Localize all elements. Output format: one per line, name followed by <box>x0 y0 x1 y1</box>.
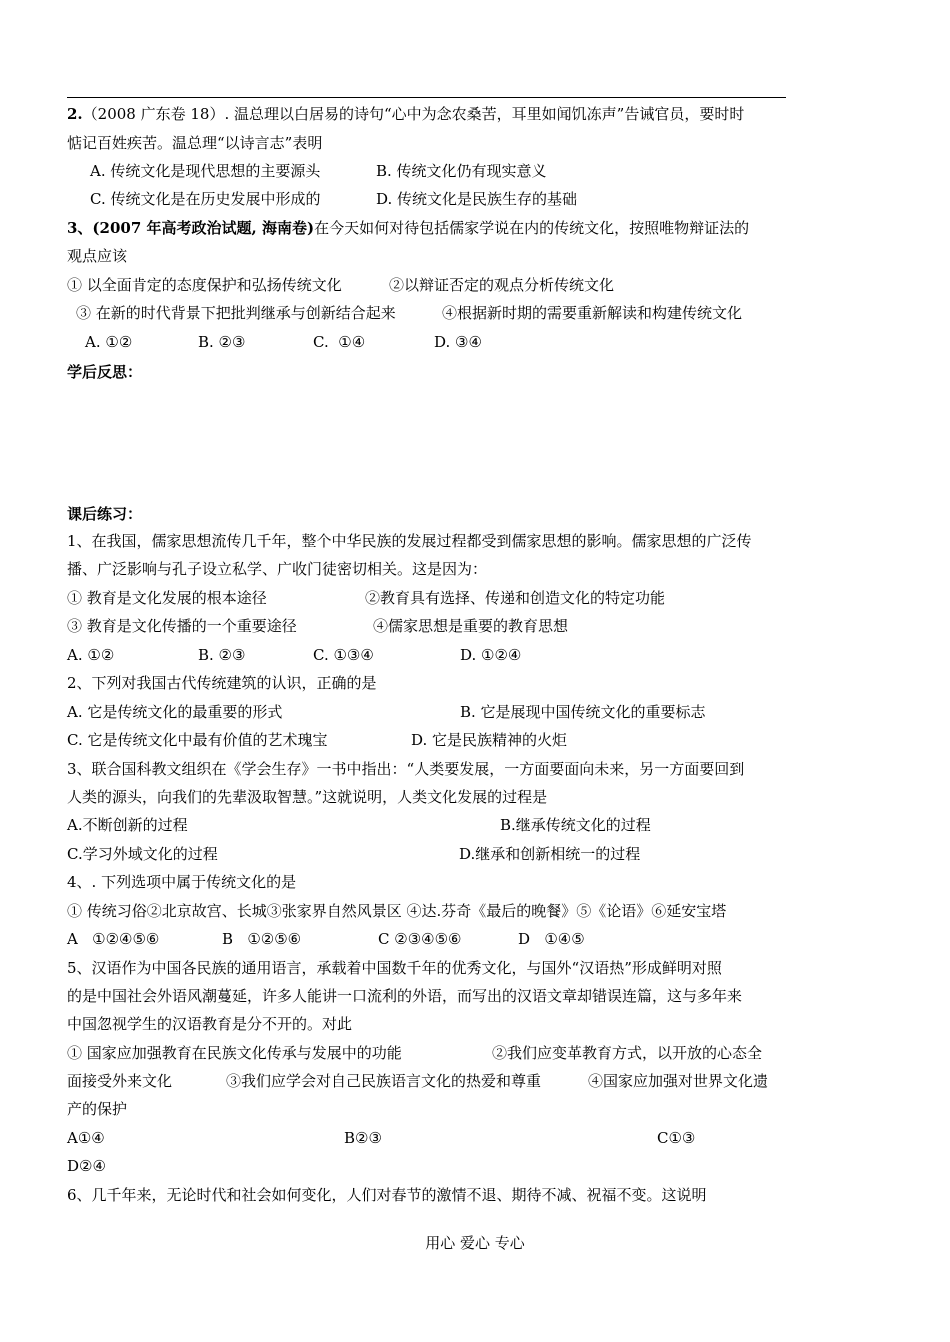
p3-stem-2: 人类的源头，向我们的先辈汲取智慧。”这就说明，人类文化发展的过程是 <box>67 788 548 806</box>
p6-stem: 6、几千年来，无论时代和社会如何变化，人们对春节的激情不退、期待不减、祝福不变。这说明 <box>67 1186 707 1204</box>
p1-option-b: B. ②③ <box>198 646 246 664</box>
q3-option-d: D. ③④ <box>434 333 482 351</box>
p2-option-a: A. 它是传统文化的最重要的形式 <box>67 703 283 721</box>
p4-option-b: B ①②⑤⑥ <box>222 930 302 948</box>
p4-stem: 4、. 下列选项中属于传统文化的是 <box>67 873 297 891</box>
p3-stem-1: 3、联合国科教文组织在《学会生存》一书中指出：“人类要发展，一方面要面向未来，另一方面要回到 <box>67 760 745 778</box>
q2-stem-2: 惦记百姓疾苦。温总理“以诗言志”表明 <box>67 134 323 152</box>
p4-option-c: C ②③④⑤⑥ <box>378 930 462 948</box>
p1-statement-3: ③ 教育是文化传播的一个重要途径 <box>67 617 297 635</box>
p2-option-d: D. 它是民族精神的火炬 <box>411 731 568 749</box>
q3-statement-1: ① 以全面肯定的态度保护和弘扬传统文化 <box>67 276 342 294</box>
p5-stem-3: 中国忽视学生的汉语教育是分不开的。对此 <box>67 1015 353 1033</box>
p5-statement-2: ②我们应变革教育方式，以开放的心态全 <box>492 1044 763 1062</box>
p1-statement-4: ④儒家思想是重要的教育思想 <box>373 617 569 635</box>
p5-statement-4: ④国家应加强对世界文化遗 <box>588 1072 769 1090</box>
q3-statement-3: ③ 在新的时代背景下把批判继承与创新结合起来 <box>76 304 396 322</box>
q3-statement-2: ②以辩证否定的观点分析传统文化 <box>389 276 615 294</box>
q2-option-a: A. 传统文化是现代思想的主要源头 <box>90 162 321 180</box>
p4-statements: ① 传统习俗②北京故宫、长城③张家界自然风景区 ④达.芬奇《最后的晚餐》⑤《论语》⑥延安宝塔 <box>67 902 727 920</box>
page-footer: 用心 爱心 专心 <box>425 1234 525 1252</box>
p5-option-a: A①④ <box>67 1129 105 1147</box>
header-rule <box>67 97 786 98</box>
q3-statement-4: ④根据新时期的需要重新解读和构建传统文化 <box>442 304 743 322</box>
q3-source: 3、(2007 年高考政治试题, 海南卷) <box>67 219 315 237</box>
p3-option-d: D.继承和创新相统一的过程 <box>459 845 641 863</box>
p5-stem-1: 5、汉语作为中国各民族的通用语言，承载着中国数千年的优秀文化，与国外“汉语热”形成鲜明对照 <box>67 959 722 977</box>
p1-stem-2: 播、广泛影响与孔子设立私学、广收门徒密切相关。这是因为： <box>67 560 488 578</box>
p5-option-d: D②④ <box>67 1157 106 1175</box>
p4-option-d: D ①④⑤ <box>518 930 585 948</box>
q3-option-c: C. ①④ <box>313 333 366 351</box>
q3-stem-1: 在今天如何对待包括儒家学说在内的传统文化，按照唯物辩证法的 <box>314 219 750 237</box>
p1-option-a: A. ①② <box>67 646 115 664</box>
p2-stem: 2、下列对我国古代传统建筑的认识，正确的是 <box>67 674 377 692</box>
q2-option-d: D. 传统文化是民族生存的基础 <box>376 190 578 208</box>
q2-option-b: B. 传统文化仍有现实意义 <box>376 162 547 180</box>
p2-option-c: C. 它是传统文化中最有价值的艺术瑰宝 <box>67 731 328 749</box>
q3-stem-2: 观点应该 <box>67 247 128 265</box>
p2-option-b: B. 它是展现中国传统文化的重要标志 <box>460 703 706 721</box>
p3-option-a: A.不断创新的过程 <box>67 816 188 834</box>
p5-option-c: C①③ <box>657 1129 696 1147</box>
p1-option-c: C. ①③④ <box>313 646 374 664</box>
q2-line-1 <box>67 104 744 124</box>
q2-option-c: C. 传统文化是在历史发展中形成的 <box>90 190 321 208</box>
p1-option-d: D. ①②④ <box>460 646 522 664</box>
q3-option-b: B. ②③ <box>198 333 246 351</box>
p5-option-b: B②③ <box>344 1129 382 1147</box>
p5-stem-2: 的是中国社会外语风潮蔓延，许多人能讲一口流利的外语，而写出的汉语文章却错误连篇，这与多年来 <box>67 987 743 1005</box>
q3-line-1 <box>67 218 749 238</box>
q3-option-a: A. ①② <box>85 333 133 351</box>
p1-stem-1: 1、在我国，儒家思想流传几千年，整个中华民族的发展过程都受到儒家思想的影响。儒家思想的广泛传 <box>67 532 752 550</box>
p5-statement-4-cont: 产的保护 <box>67 1100 128 1118</box>
q2-number: 2. <box>67 105 83 123</box>
p1-statement-2: ②教育具有选择、传递和创造文化的特定功能 <box>365 589 666 607</box>
p3-option-c: C.学习外域文化的过程 <box>67 845 218 863</box>
q2-stem-1: （2008 广东卷 18）. 温总理以白居易的诗句“心中为念农桑苦，耳里如闻饥冻声”告诫官员，要时时 <box>82 105 745 123</box>
practice-heading: 课后练习： <box>67 505 143 523</box>
p4-option-a: A ①②④⑤⑥ <box>67 930 160 948</box>
p1-statement-1: ① 教育是文化发展的根本途径 <box>67 589 267 607</box>
p5-statement-2-cont: 面接受外来文化 <box>67 1072 173 1090</box>
p5-statement-3: ③我们应学会对自己民族语言文化的热爱和尊重 <box>226 1072 542 1090</box>
p5-statement-1: ① 国家应加强教育在民族文化传承与发展中的功能 <box>67 1044 402 1062</box>
p3-option-b: B.继承传统文化的过程 <box>500 816 651 834</box>
reflection-heading: 学后反思： <box>67 363 143 381</box>
